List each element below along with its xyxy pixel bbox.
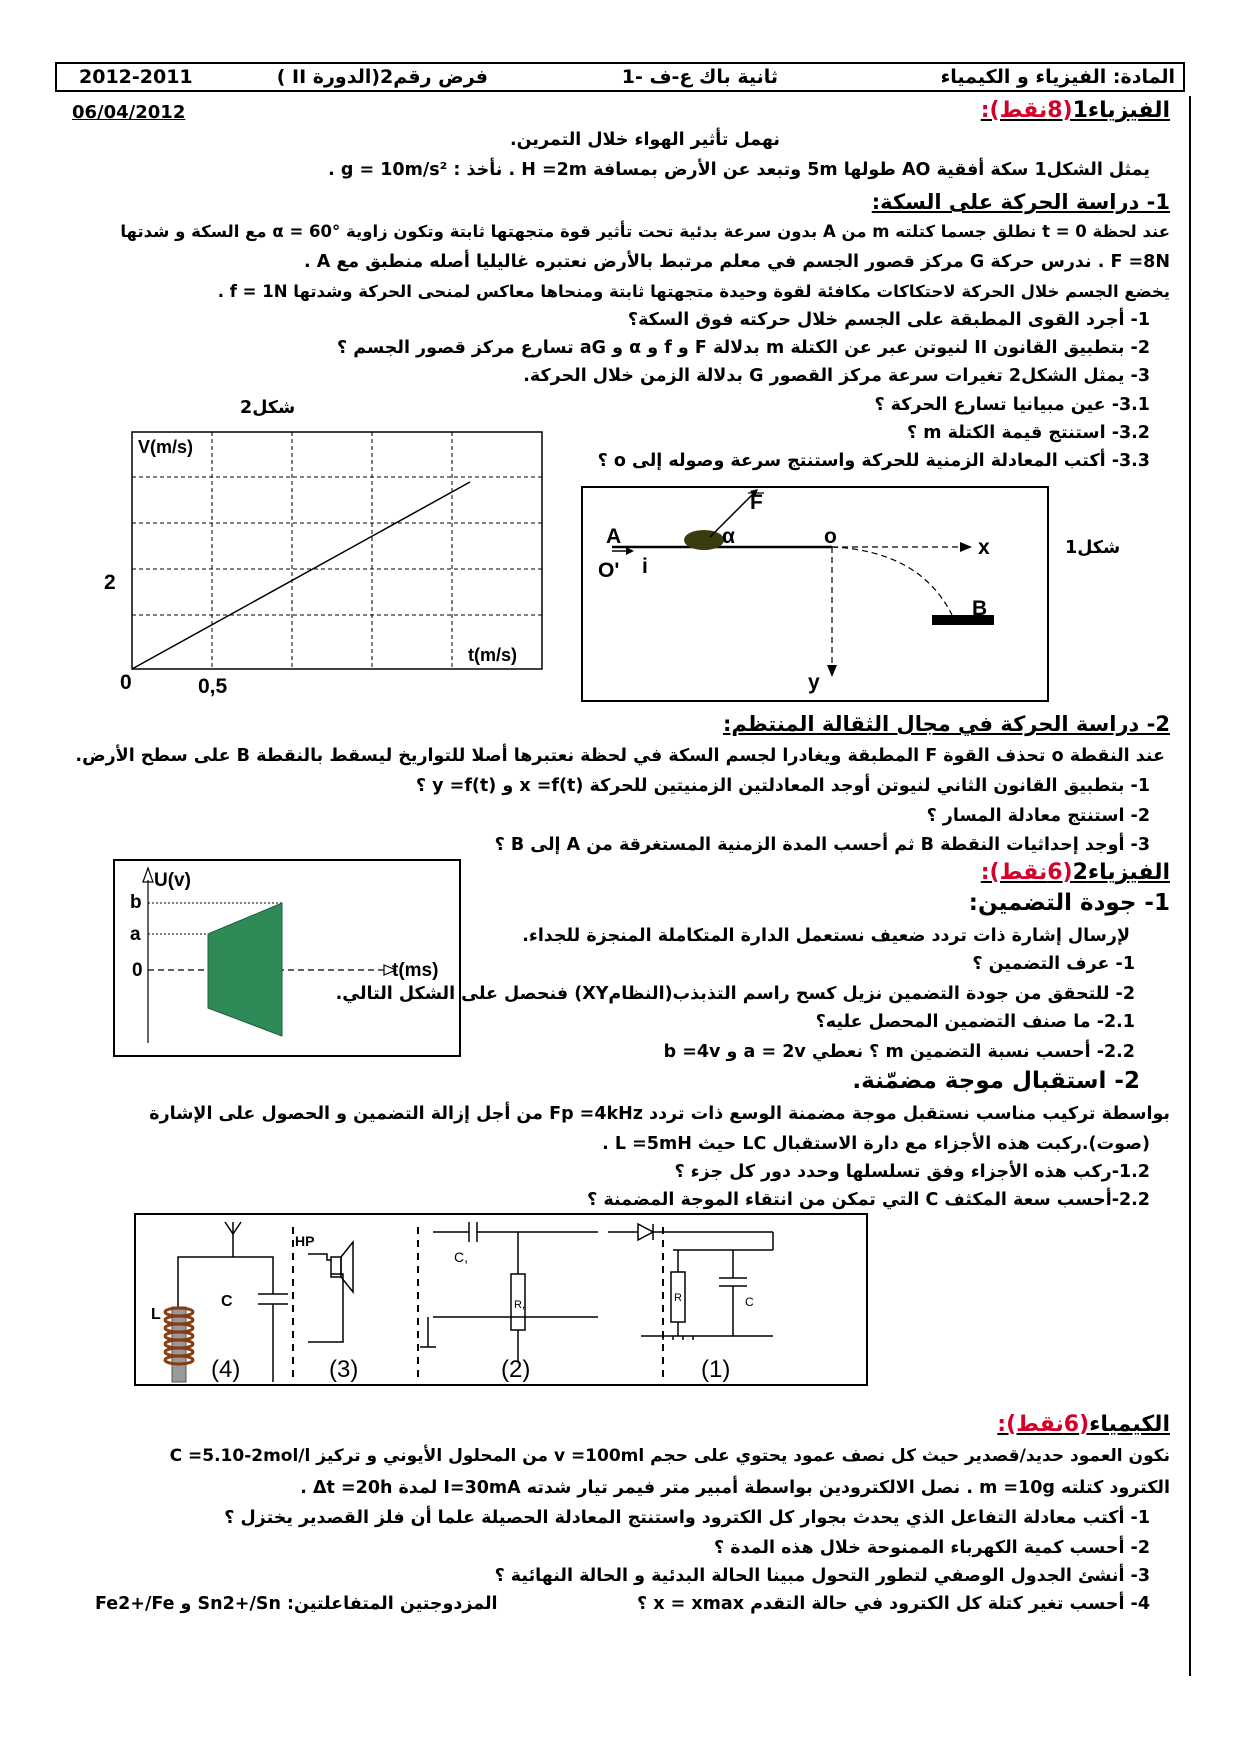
physics1-p2-q1: 1- بتطبيق القانون الثاني لنيوتن أوجد المعادلتين الزمنيتين للحركة x =f(t) و y =f(t) ؟ (415, 776, 1150, 796)
date: 06/04/2012 (72, 102, 186, 123)
envelope-detector-circuit (608, 1224, 773, 1340)
physics1-title-main: الفيزياء1 (1072, 98, 1170, 123)
velocity-line (132, 482, 470, 669)
fig1-frame (582, 487, 1048, 701)
right-margin-line (1189, 96, 1191, 1676)
chemistry-couples: المزدوجتين المتفاعلتين: Sn2+/Sn و Fe2+/Fe (95, 1594, 498, 1614)
physics2-s1-q1: 1- عرف التضمين ؟ (972, 954, 1135, 974)
header-box (55, 62, 1185, 92)
physics2-s2-line1: بواسطة تركيب مناسب نستقبل موجة مضمنة الوسع ذات تردد Fp =4kHz من أجل إزالة التضمين و الحصول على الإشارة (149, 1104, 1170, 1124)
label-y: y (808, 671, 820, 694)
physics1-title-points: (8نقط): (980, 98, 1073, 123)
xy-modulation-figure (112, 858, 462, 1058)
physics1-q32: 3.2- استنتج قيمة الكتلة m ؟ (907, 423, 1150, 443)
origin-label: 0 (120, 671, 132, 694)
physics2-s1-q2: 2- للتحقق من جودة التضمين نزيل كسح راسم التذبذب(النظامXY) فنحصل على الشكل التالي. (335, 984, 1135, 1004)
header-subject: المادة: الفيزياء و الكيمياء (940, 66, 1175, 88)
physics2-title (981, 860, 1170, 885)
physics2-s1-line1: لإرسال إشارة ذات تردد ضعيف نستعمل الدارة المتكاملة المنجزة للجداء. (522, 926, 1130, 946)
label-R: R (674, 1292, 682, 1304)
physics1-intro2: يمثل الشكل1 سكة أفقية AO طولها 5m وتبعد عن الأرض بمسافة H =2m . نأخذ : g = 10m/s² . (328, 160, 1150, 180)
physics2-title-main: الفيزياء2 (1072, 860, 1170, 885)
inductor-coil (165, 1307, 193, 1382)
physics1-title (981, 98, 1170, 123)
physics2-s2-q2: 2.2-أحسب سعة المكثف C التي تمكن من انتقاء الموجة المضمنة ؟ (587, 1190, 1150, 1210)
physics1-part1-title: 1- دراسة الحركة على السكة: (871, 190, 1170, 214)
label-alpha: α (722, 525, 735, 548)
a-label: a (130, 924, 141, 945)
label-C-detector: C (745, 1295, 754, 1309)
rc-filter-circuit (420, 1222, 598, 1362)
y-axis-label: V(m/s) (138, 437, 194, 457)
physics1-q33: 3.3- أكتب المعادلة الزمنية للحركة واستنتج سرعة وصوله إلى o ؟ (597, 451, 1150, 471)
label-C: C (221, 1293, 233, 1310)
chemistry-line1: نكون العمود حديد/قصدير حيث كل نصف عمود يحتوي على حجم v =100ml من المحلول الأيوني و تركيز C =5.10-2mol/l (169, 1446, 1170, 1466)
physics2-sub1-title: 1- جودة التضمين: (968, 890, 1170, 916)
physics1-p2-line1: عند النقطة o تحذف القوة F المطبقة ويغادرا لجسم السكة في لحظة نعتبرها أصلا للتواريخ ليسقط بالنقطة B على سطح الأرض. (75, 746, 1165, 766)
chemistry-q1: 1- أكتب معادلة التفاعل الذي يحدث بجوار كل الكترود واستنتج المعادلة الحصيلة علما أن فلز القصدير يختزل ؟ (224, 1508, 1150, 1528)
label-L: L (151, 1306, 161, 1323)
chemistry-line2: الكترود كتلته m =10g . نصل الالكترودين بواسطة أمبير متر فيمر تيار شدته I=30mA لمدة Δt =20h . (300, 1478, 1170, 1498)
chemistry-title-main: الكيمياء (1089, 1412, 1170, 1437)
header-year: 2012-2011 (79, 66, 193, 88)
physics1-p1-line1: عند لحظة t = 0 نطلق جسما كتلته m من A بدون سرعة بدئية تحت تأثير قوة متجهتها ثابتة وتكون زاوية α = 60° مع السكة و شدتها (120, 222, 1170, 241)
physics1-intro1: نهمل تأثير الهواء خلال التمرين. (509, 130, 780, 150)
chemistry-title-points: (6نقط): (997, 1412, 1090, 1437)
physics1-p1-line2: F =8N . ندرس حركة G مركز قصور الجسم في معلم مرتبط بالأرض نعتبره غاليليا أصله منطبق مع A . (303, 252, 1170, 272)
chemistry-q4: 4- أحسب تغير كتلة كل الكترود في حالة التقدم x = xmax ؟ (636, 1594, 1150, 1614)
label-B: B (972, 597, 988, 620)
label-C1: C, (454, 1249, 468, 1265)
graph-grid (132, 432, 542, 669)
physics2-s2-q1: 1.2-ركب هذه الأجزاء وفق تسلسلها وحدد دور كل جزء ؟ (674, 1162, 1150, 1182)
label-circuit-1: (1) (701, 1356, 731, 1383)
label-R1: R, (514, 1299, 525, 1311)
physics2-s1-q22: 2.2- أحسب نسبة التضمين m ؟ نعطي a = 2v و b =4v (663, 1042, 1135, 1062)
track-figure (580, 485, 1050, 703)
b-label: b (130, 892, 142, 913)
physics2-sub2-title: 2- استقبال موجة مضمّنة. (852, 1068, 1140, 1094)
chemistry-title (997, 1412, 1170, 1437)
physics2-s1-q21: 2.1- ما صنف التضمين المحصل عليه؟ (815, 1012, 1135, 1032)
label-i: i (642, 555, 648, 578)
label-circuit-2: (2) (501, 1356, 531, 1383)
label-o: o (824, 525, 837, 548)
x-arrow-icon (960, 542, 972, 552)
physics1-p1-line3: يخضع الجسم خلال الحركة لاحتكاكات مكافئة لقوة وحيدة متجهتها ثابتة ومنحاها معاكس لمنحى الحركة وشدتها f = 1N . (217, 282, 1170, 301)
loudspeaker-circuit (308, 1242, 353, 1342)
label-x: x (978, 536, 990, 559)
x-tick-05: 0,5 (198, 675, 228, 698)
label-F: F (750, 491, 763, 514)
label-circuit-4: (4) (211, 1356, 241, 1383)
trapezoid-pattern (208, 903, 282, 1036)
y-tick-2: 2 (104, 571, 116, 594)
physics1-q31: 3.1- عين مبيانيا تسارع الحركة ؟ (874, 395, 1150, 415)
physics1-q1: 1- أجرد القوى المطبقة على الجسم خلال حركته فوق السكة؟ (627, 310, 1150, 330)
u-arrow-icon (143, 868, 153, 882)
physics1-q3: 3- يمثل الشكل2 تغيرات سرعة مركز القصور G بدلالة الزمن خلال الحركة. (523, 366, 1150, 386)
physics2-s2-line2: (صوت).ركبت هذه الأجزاء مع دارة الاستقبال LC حيث L =5mH . (602, 1134, 1150, 1154)
physics2-title-points: (6نقط): (980, 860, 1073, 885)
label-O-prime: O' (598, 559, 620, 582)
header-test: فرض رقم2(الدورة II ) (276, 66, 488, 88)
label-HP: HP (295, 1233, 315, 1249)
t-label: t(ms) (392, 960, 439, 981)
label-circuit-3: (3) (329, 1356, 359, 1383)
zero-label: 0 (132, 960, 143, 981)
physics1-part2-title: 2- دراسة الحركة في مجال الثقالة المنتظم: (722, 712, 1170, 736)
x-axis-label: t(m/s) (468, 645, 517, 665)
chemistry-q3: 3- أنشئ الجدول الوصفي لتطور التحول مبينا الحالة البدئية و الحالة النهائية ؟ (494, 1566, 1150, 1586)
trajectory (832, 547, 952, 615)
fig2-label: شكل2 (240, 398, 296, 418)
circuits-figure (133, 1212, 869, 1387)
u-label: U(v) (154, 870, 191, 891)
header-level: ثانية باك ع-ف -1 (621, 66, 778, 88)
y-arrow-icon (827, 665, 837, 677)
physics1-q2: 2- بتطبيق القانون II لنيوتن عبر عن الكتلة m بدلالة F و f و α و aG تسارع مركز قصور الجسم ؟ (337, 338, 1150, 358)
velocity-graph (104, 425, 550, 698)
moving-body (684, 530, 724, 550)
label-A: A (606, 525, 622, 548)
physics1-p2-q2: 2- استنتج معادلة المسار ؟ (926, 806, 1150, 826)
chemistry-q2: 2- أحسب كمية الكهرباء الممنوحة خلال هذه المدة ؟ (714, 1538, 1150, 1558)
graph-frame (132, 432, 542, 669)
fig1-label: شكل1 (1065, 538, 1121, 558)
physics1-p2-q3: 3- أوجد إحداثيات النقطة B ثم أحسب المدة الزمنية المستغرقة من A إلى B ؟ (494, 835, 1150, 855)
